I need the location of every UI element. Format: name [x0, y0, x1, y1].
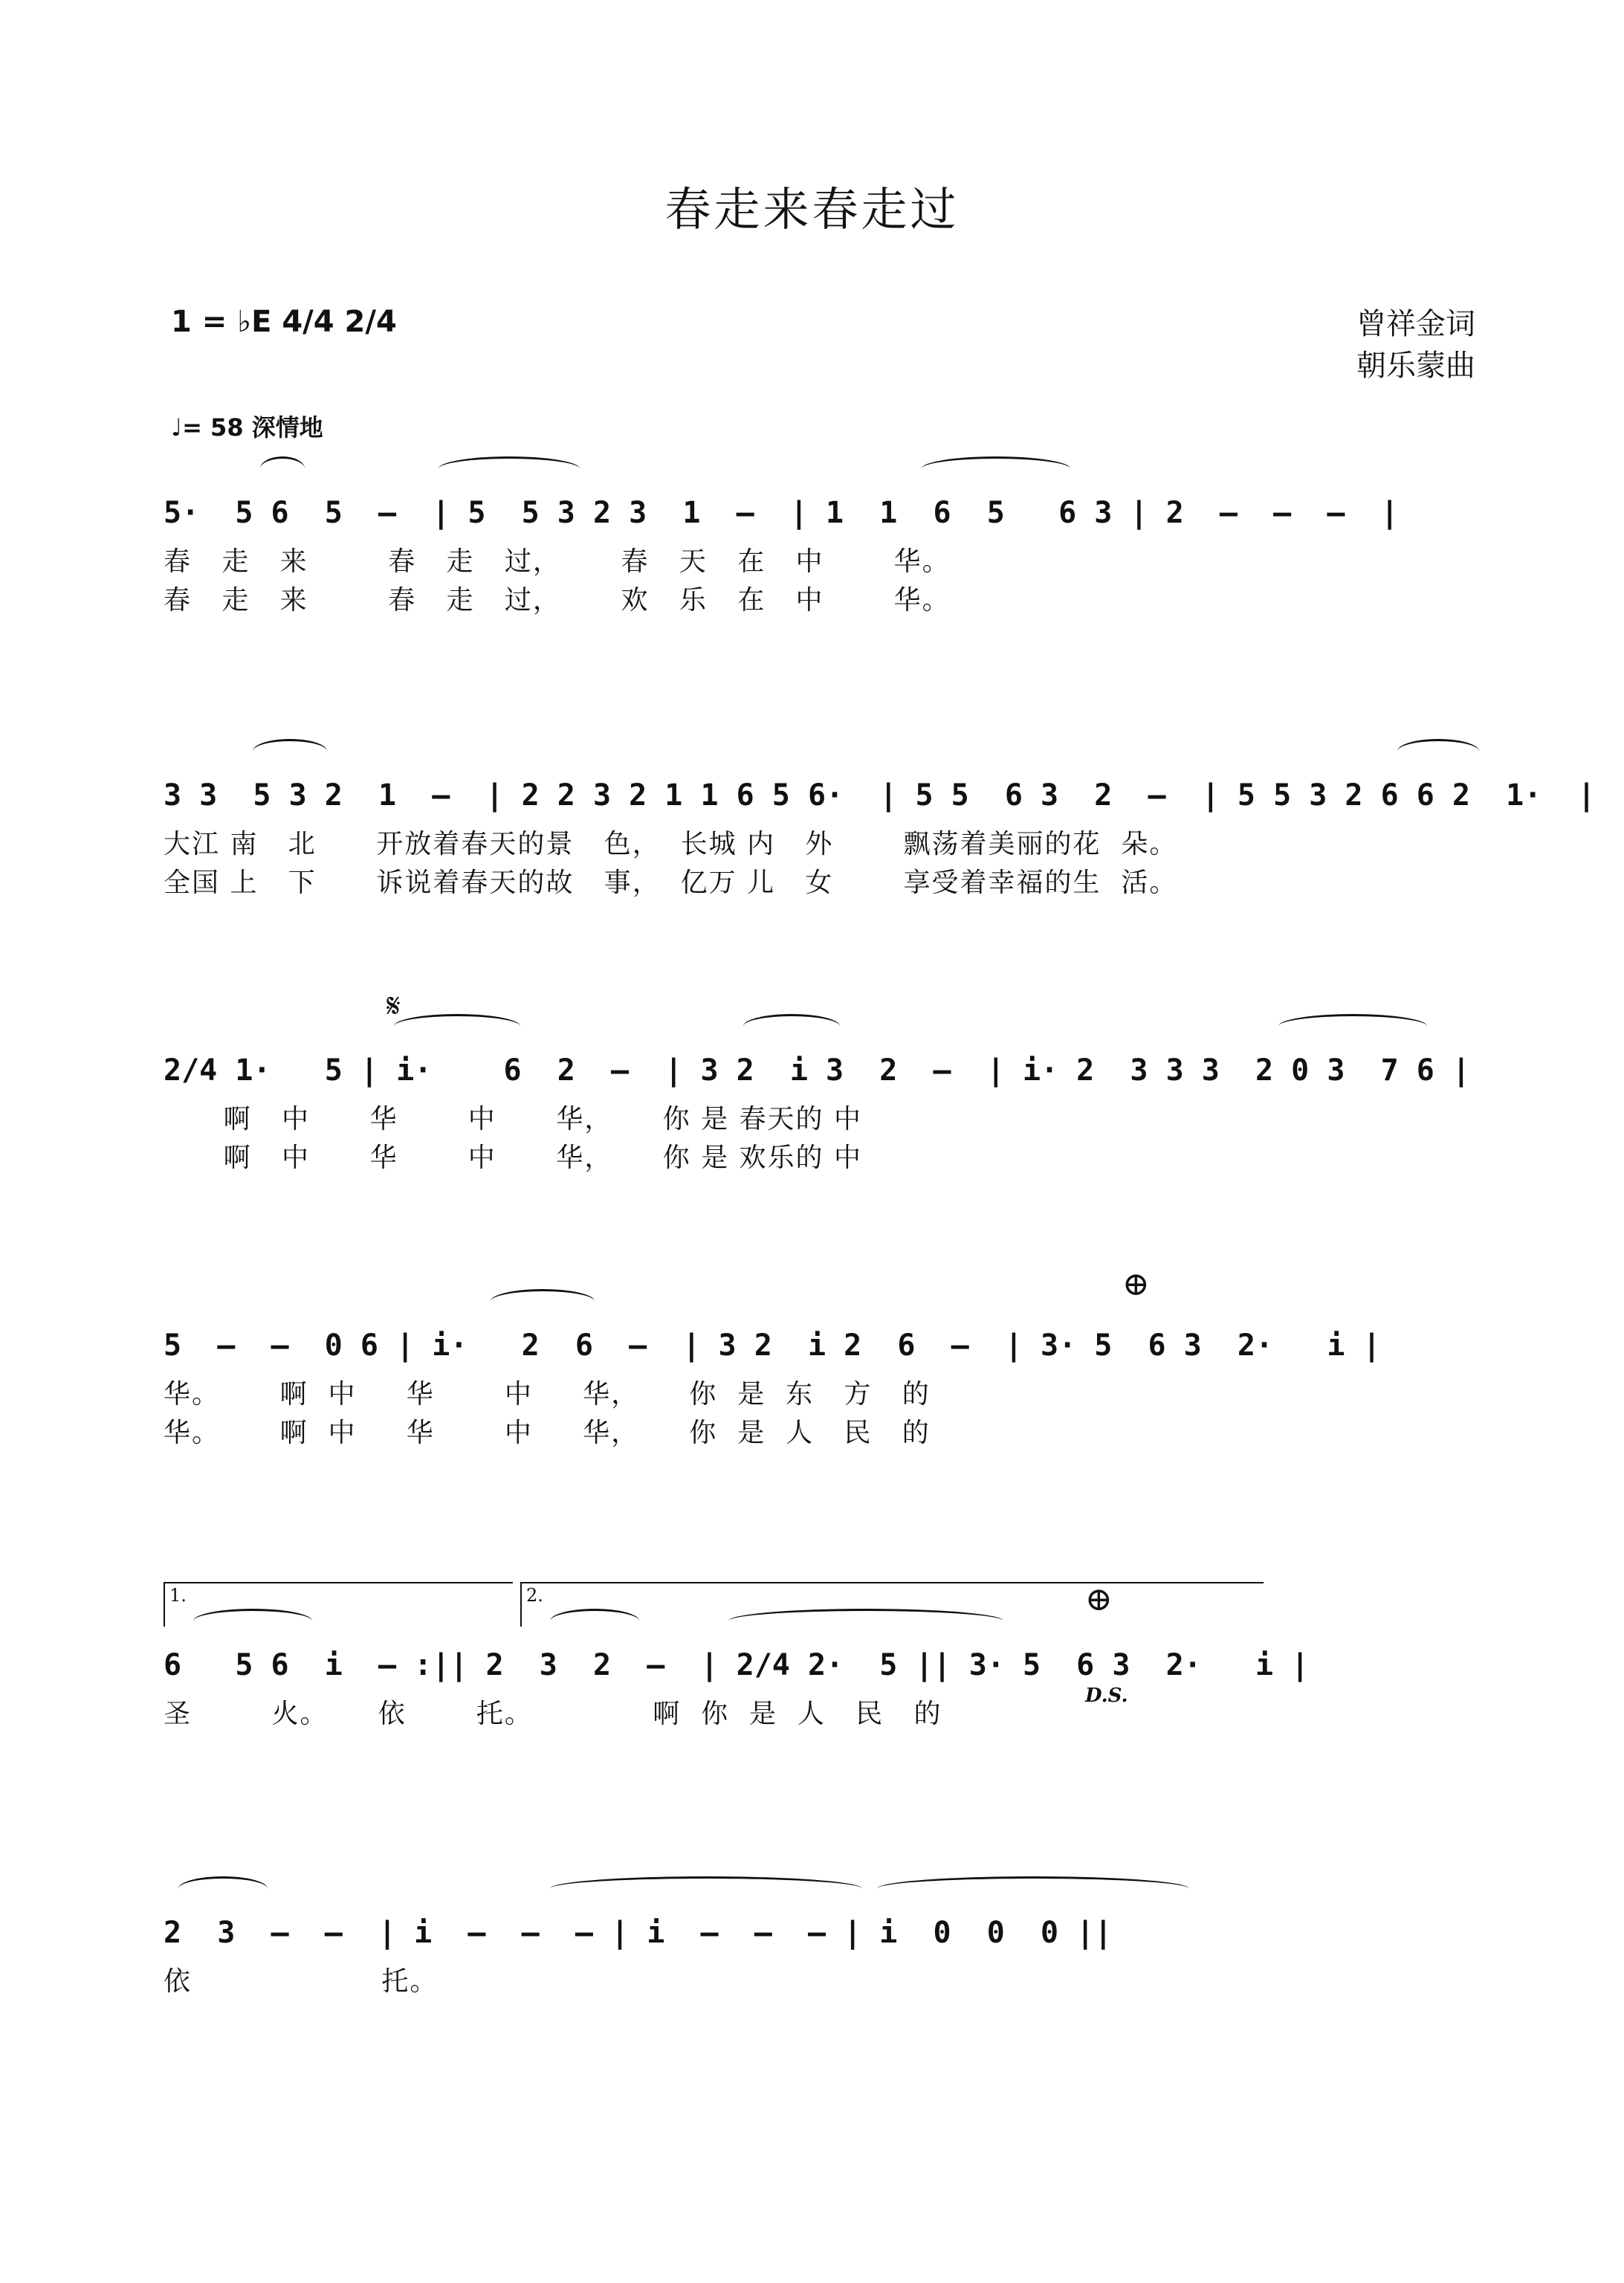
slur [178, 1876, 268, 1901]
segno-icon: 𝄋 [386, 987, 401, 1025]
credits [1356, 303, 1475, 387]
slur [1278, 1014, 1427, 1039]
lyric-line-2: 全国 上 下 诉说着春天的故 事， 亿万 儿 女 享受着幸福的生 活。 [164, 868, 1178, 898]
lyricist: 曾祥金词 [1356, 307, 1475, 341]
lyric-line-2: 春 走 来 春 走 过， 欢 乐 在 中 华。 [164, 585, 951, 616]
music-system-3 [164, 987, 1479, 1178]
slur [439, 456, 580, 481]
slur [877, 1876, 1189, 1901]
notation-line: 2/4 1· 5 | i· 6 2 – | 3 2 i 3 2 – | i· 2 3 3 3 2 0 3 7 6 | [164, 1053, 1470, 1088]
music-system-5 [164, 1580, 1479, 1734]
lyric-line-1: 依 托。 [164, 1966, 439, 1997]
slur [922, 456, 1070, 481]
coda-icon: ⊕ [1085, 1580, 1113, 1618]
music-system-1 [164, 483, 1479, 620]
second-ending-bracket: 2. [520, 1582, 1264, 1627]
slur [743, 1014, 840, 1039]
music-system-6 [164, 1903, 1479, 2001]
slur [550, 1609, 639, 1633]
slur [394, 1014, 520, 1039]
music-system-2 [164, 766, 1596, 902]
key-signature: 1 = ♭E 4/4 2/4 [171, 305, 397, 339]
music-system-4 [164, 1265, 1479, 1453]
first-ending-bracket: 1. [164, 1582, 513, 1627]
tempo-marking: ♩= 58 深情地 [171, 413, 323, 442]
lyric-line-1: 华。 啊 中 华 中 华， 你 是 东 方 的 [164, 1379, 931, 1409]
slur [728, 1609, 1003, 1633]
lyric-line-2: 啊 中 华 中 华， 你 是 欢乐的 中 [164, 1143, 862, 1173]
song-title: 春走来春走过 [664, 182, 960, 236]
slur [260, 456, 305, 481]
notation-line: 6 5 6 i – :|| 2 3 2 – | 2/4 2· 5 || 3· 5 6 3 2· i | [164, 1648, 1310, 1682]
lyric-line-1: 啊 中 华 中 华， 你 是 春天的 中 [164, 1104, 862, 1134]
slur [193, 1609, 312, 1633]
lyric-line-2: 华。 啊 中 华 中 华， 你 是 人 民 的 [164, 1418, 931, 1448]
lyric-line-1: 春 走 来 春 走 过， 春 天 在 中 华。 [164, 546, 951, 577]
slur [550, 1876, 862, 1901]
notation-line: 5 – – 0 6 | i· 2 6 – | 3 2 i 2 6 – | 3· 5 6 3 2· i | [164, 1328, 1381, 1363]
coda-icon: ⊕ [1122, 1265, 1150, 1303]
notation-line: 3 3 5 3 2 1 – | 2 2 3 2 1 1 6 5 6· | 5 5 6 3 2 – | 5 5 3 2 6 6 2 1· | [164, 778, 1596, 813]
dal-segno: D.S. [1085, 1685, 1128, 1707]
slur [253, 739, 327, 763]
lyric-line-1: 圣 火。 依 托。 啊 你 是 人 民 的 [164, 1699, 942, 1729]
notation-line: 5· 5 6 5 – | 5 5 3 2 3 1 – | 1 1 6 5 6 3 | 2 – – – | [164, 496, 1399, 530]
slur [1397, 739, 1479, 763]
composer: 朝乐蒙曲 [1356, 349, 1475, 383]
slur [491, 1289, 595, 1314]
lyric-line-1: 大江 南 北 开放着春天的景 色， 长城 内 外 飘荡着美丽的花 朵。 [164, 829, 1178, 859]
notation-line: 2 3 – – | i – – – | i – – – | i 0 0 0 || [164, 1916, 1113, 1950]
